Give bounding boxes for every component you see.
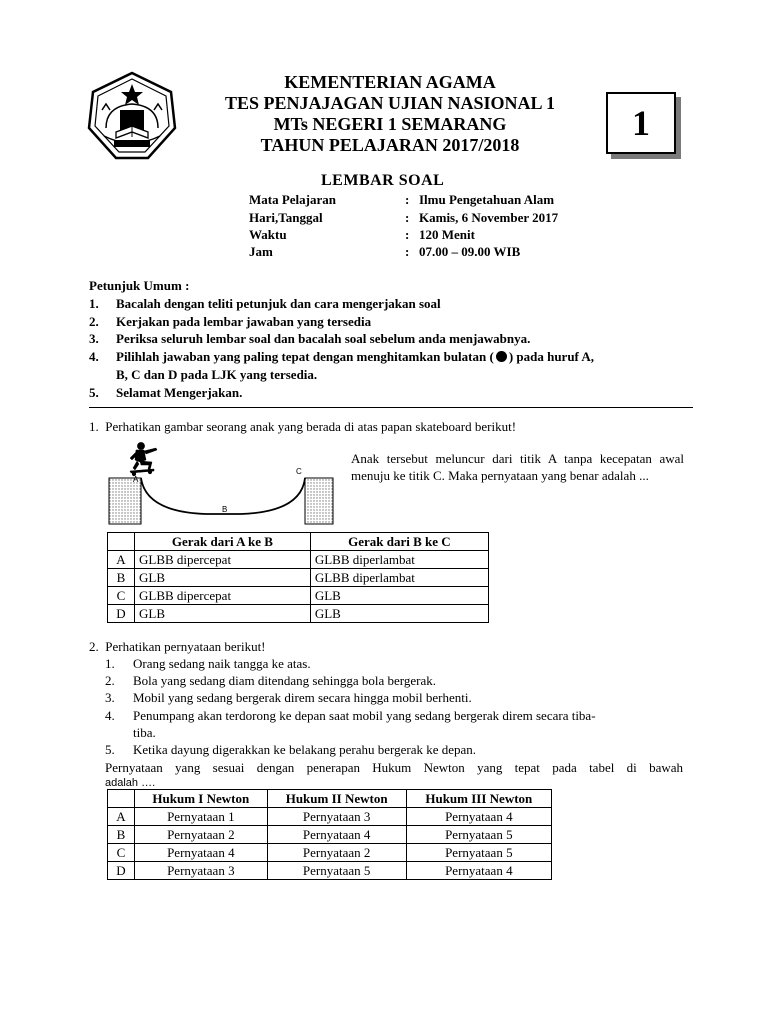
table-row: B GLB GLBB diperlambat <box>108 569 489 587</box>
figure-label-c: C <box>296 467 302 476</box>
table-header <box>108 790 135 808</box>
skateboard-ramp-figure <box>106 440 336 528</box>
question-2-prompt: 2. Perhatikan pernyataan berikut! <box>89 639 266 654</box>
question-number: 2. <box>89 639 99 654</box>
question-2-closing: Pernyataan yang sesuai dengan penerapan Hukum Newton yang tepat pada tabel di bawah <box>105 760 683 775</box>
document-title: LEMBAR SOAL <box>321 172 445 189</box>
info-label: Jam <box>249 244 273 259</box>
info-value: 07.00 – 09.00 WIB <box>419 244 521 259</box>
table-header-row <box>108 533 489 551</box>
question-1-side-text: Anak tersebut meluncur dari titik A tanpa kecepatan awal menuju ke titik C. Maka pernyataan yang benar adalah ... <box>351 451 684 483</box>
figure-label-a: A <box>133 475 139 484</box>
info-label: Mata Pelajaran <box>249 192 337 207</box>
info-label: Waktu <box>249 227 287 242</box>
question-2-closing-continued: adalah …. <box>105 777 156 789</box>
table-row: D GLB GLB <box>108 605 489 623</box>
info-value: 120 Menit <box>419 227 475 242</box>
table-header-row <box>108 790 552 808</box>
header-year: TAHUN PELAJARAN 2017/2018 <box>260 135 520 155</box>
exam-number-box <box>606 92 676 154</box>
filled-circle-icon <box>496 351 507 362</box>
info-value: Ilmu Pengetahuan Alam <box>419 192 555 207</box>
table-row: B Pernyataan 2 Pernyataan 4 Pernyataan 5 <box>108 826 552 844</box>
table-header: Gerak dari B ke C <box>310 533 488 551</box>
table-row: A GLBB dipercepat GLBB diperlambat <box>108 551 489 569</box>
exam-number: 1 <box>632 103 650 143</box>
table-header: Hukum II Newton <box>267 790 406 808</box>
table-header: Hukum III Newton <box>406 790 551 808</box>
divider <box>89 407 693 408</box>
question-1-prompt: 1. Perhatikan gambar seorang anak yang berada di atas papan skateboard berikut! <box>89 419 517 434</box>
info-value: Kamis, 6 November 2017 <box>419 210 559 225</box>
table-row: A Pernyataan 1 Pernyataan 3 Pernyataan 4 <box>108 808 552 826</box>
table-header: Gerak dari A ke B <box>135 533 311 551</box>
info-label: Hari,Tanggal <box>249 210 323 225</box>
table-row: C GLBB dipercepat GLB <box>108 587 489 605</box>
question-number: 1. <box>89 419 99 434</box>
table-row: C Pernyataan 4 Pernyataan 2 Pernyataan 5 <box>108 844 552 862</box>
question-2-table <box>107 789 552 880</box>
table-header: Hukum I Newton <box>135 790 268 808</box>
figure-label-b: B <box>222 505 228 514</box>
table-header <box>108 533 135 551</box>
kemenag-logo <box>86 70 178 162</box>
table-row: D Pernyataan 3 Pernyataan 5 Pernyataan 4 <box>108 862 552 880</box>
header-exam-name: TES PENJAJAGAN UJIAN NASIONAL 1 <box>224 93 556 113</box>
header-school: MTs NEGERI 1 SEMARANG <box>273 114 507 134</box>
instructions-heading: Petunjuk Umum : <box>89 278 190 293</box>
question-1-table <box>107 532 489 623</box>
header-ministry: KEMENTERIAN AGAMA <box>284 72 496 92</box>
